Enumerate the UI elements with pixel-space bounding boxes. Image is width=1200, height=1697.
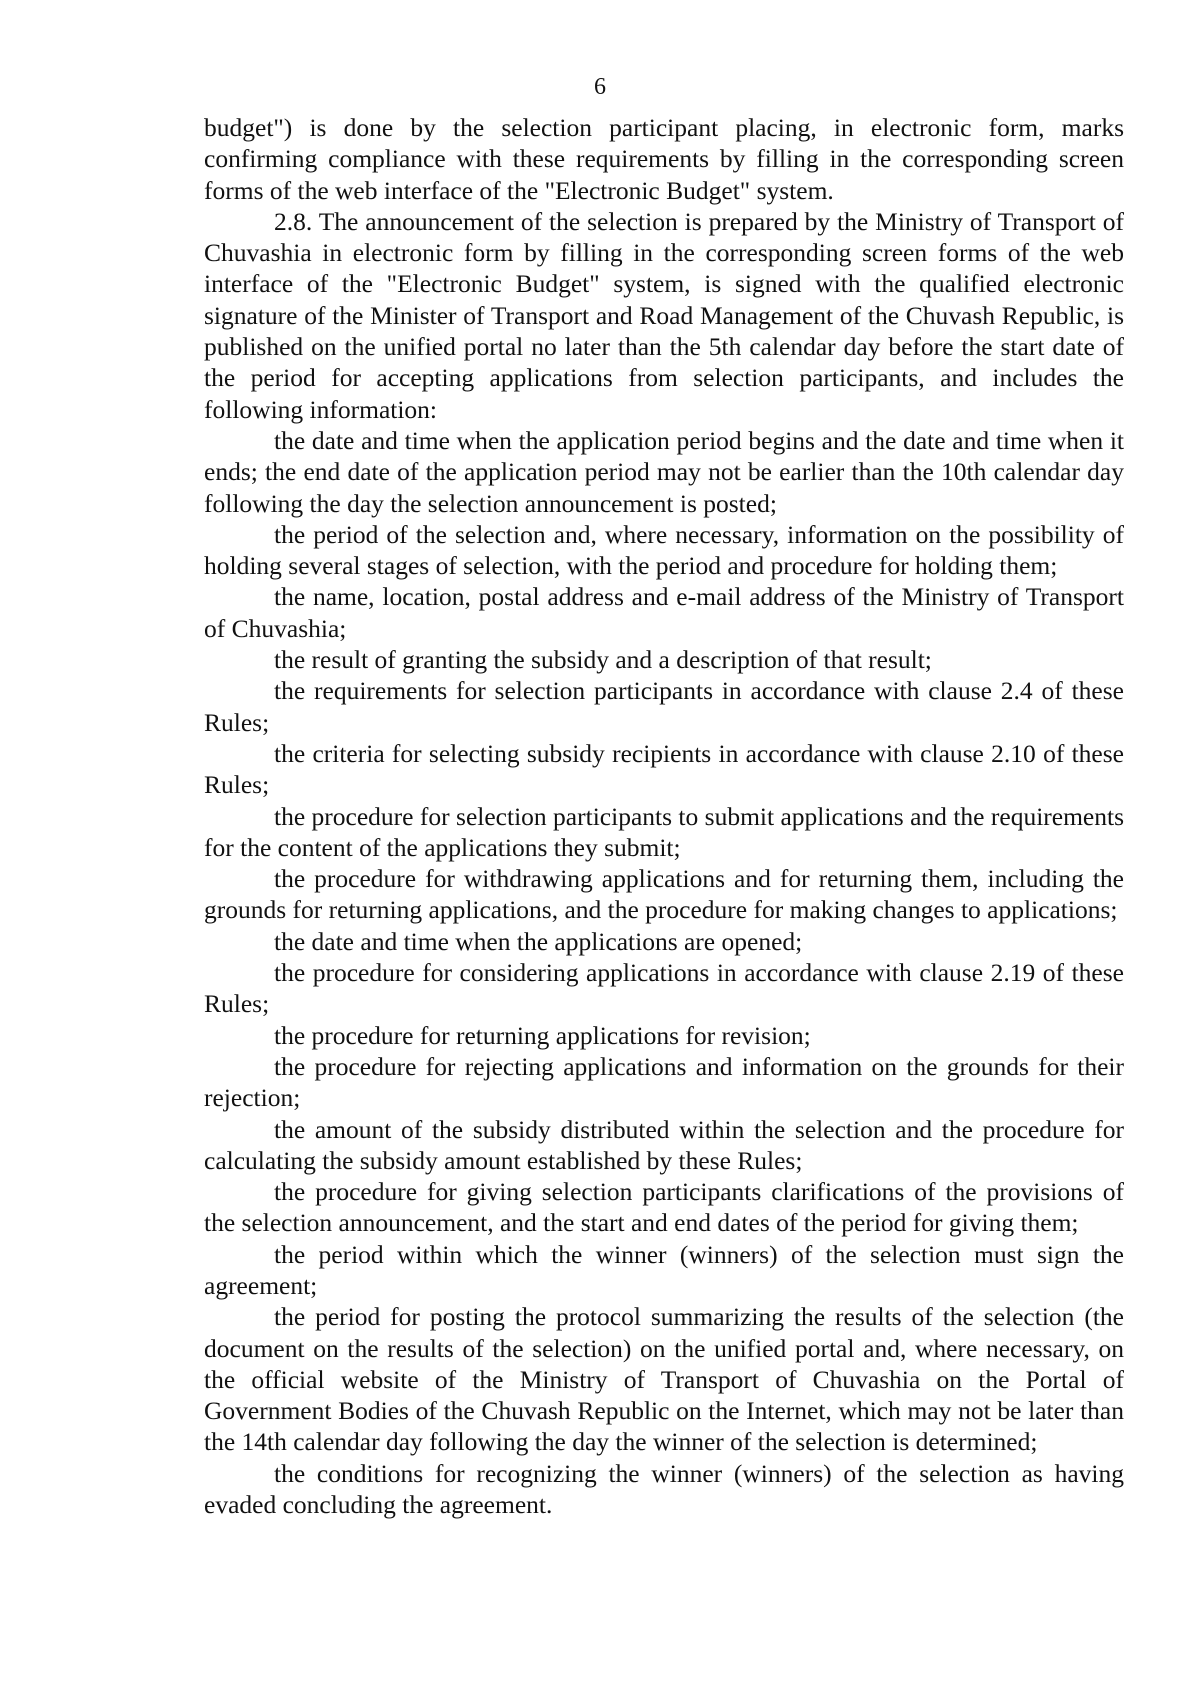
paragraph: 2.8. The announcement of the selection is prepared by the Ministry of Transport of Chuvashia in electronic form by filling in the corresponding screen forms of the web interface of the "Electronic Budget" system, is signed with the qualified electronic signature of the Minister of Transport and Road Management of the Chuvash Republic, is published on the unified portal no later than the 5th calendar day before the start date of the period for accepting applications from selection participants, and includes the following information: xyxy=(204,206,1124,424)
paragraph: the period within which the winner (winners) of the selection must sign the agreement; xyxy=(204,1239,1124,1300)
paragraph: the period for posting the protocol summarizing the results of the selection (the document on the results of the selection) on the unified portal and, where necessary, on the official website of the Ministry of Transport of Chuvashia on the Portal of Government Bodies of the Chuvash Republic on the Internet, which may not be later than the 14th calendar day following the day the winner of the selection is determined; xyxy=(204,1302,1124,1457)
paragraph: the name, location, postal address and e-mail address of the Ministry of Transport of Chuvashia; xyxy=(204,582,1124,643)
paragraph: the result of granting the subsidy and a description of that result; xyxy=(274,645,932,675)
paragraph: the criteria for selecting subsidy recipients in accordance with clause 2.10 of these Rules; xyxy=(204,738,1124,800)
paragraph: the requirements for selection participants in accordance with clause 2.4 of these Rules; xyxy=(204,676,1124,737)
paragraph: the amount of the subsidy distributed within the selection and the procedure for calculating the subsidy amount established by these Rules; xyxy=(204,1114,1124,1175)
paragraph: the procedure for withdrawing applications and for returning them, including the grounds for returning applications, and the procedure for making changes to applications; xyxy=(204,864,1124,925)
paragraph: the procedure for rejecting applications and information on the grounds for their rejection; xyxy=(204,1051,1124,1113)
paragraph: the procedure for returning applications for revision; xyxy=(274,1020,811,1050)
paragraph: the procedure for considering applications in accordance with clause 2.19 of these Rules; xyxy=(204,958,1124,1019)
paragraph: the procedure for selection participants to submit applications and the requirements for the content of the applications they submit; xyxy=(204,801,1124,862)
paragraph: the conditions for recognizing the winner (winners) of the selection as having evaded concluding the agreement. xyxy=(204,1458,1124,1520)
document-body xyxy=(204,112,1124,1520)
paragraph: the period of the selection and, where necessary, information on the possibility of holding several stages of selection, with the period and procedure for holding them; xyxy=(204,519,1124,581)
paragraph: the date and time when the applications are opened; xyxy=(274,926,803,956)
paragraph: budget") is done by the selection participant placing, in electronic form, marks confirming compliance with these requirements by filling in the corresponding screen forms of the web interface of the "Electronic Budget" system. xyxy=(204,113,1124,205)
page-number: 6 xyxy=(594,74,606,100)
paragraph: the date and time when the application period begins and the date and time when it ends; the end date of the application period may not be earlier than the 10th calendar day following the day the selection announcement is posted; xyxy=(204,425,1124,518)
paragraph: the procedure for giving selection participants clarifications of the provisions of the selection announcement, and the start and end dates of the period for giving them; xyxy=(204,1177,1124,1238)
